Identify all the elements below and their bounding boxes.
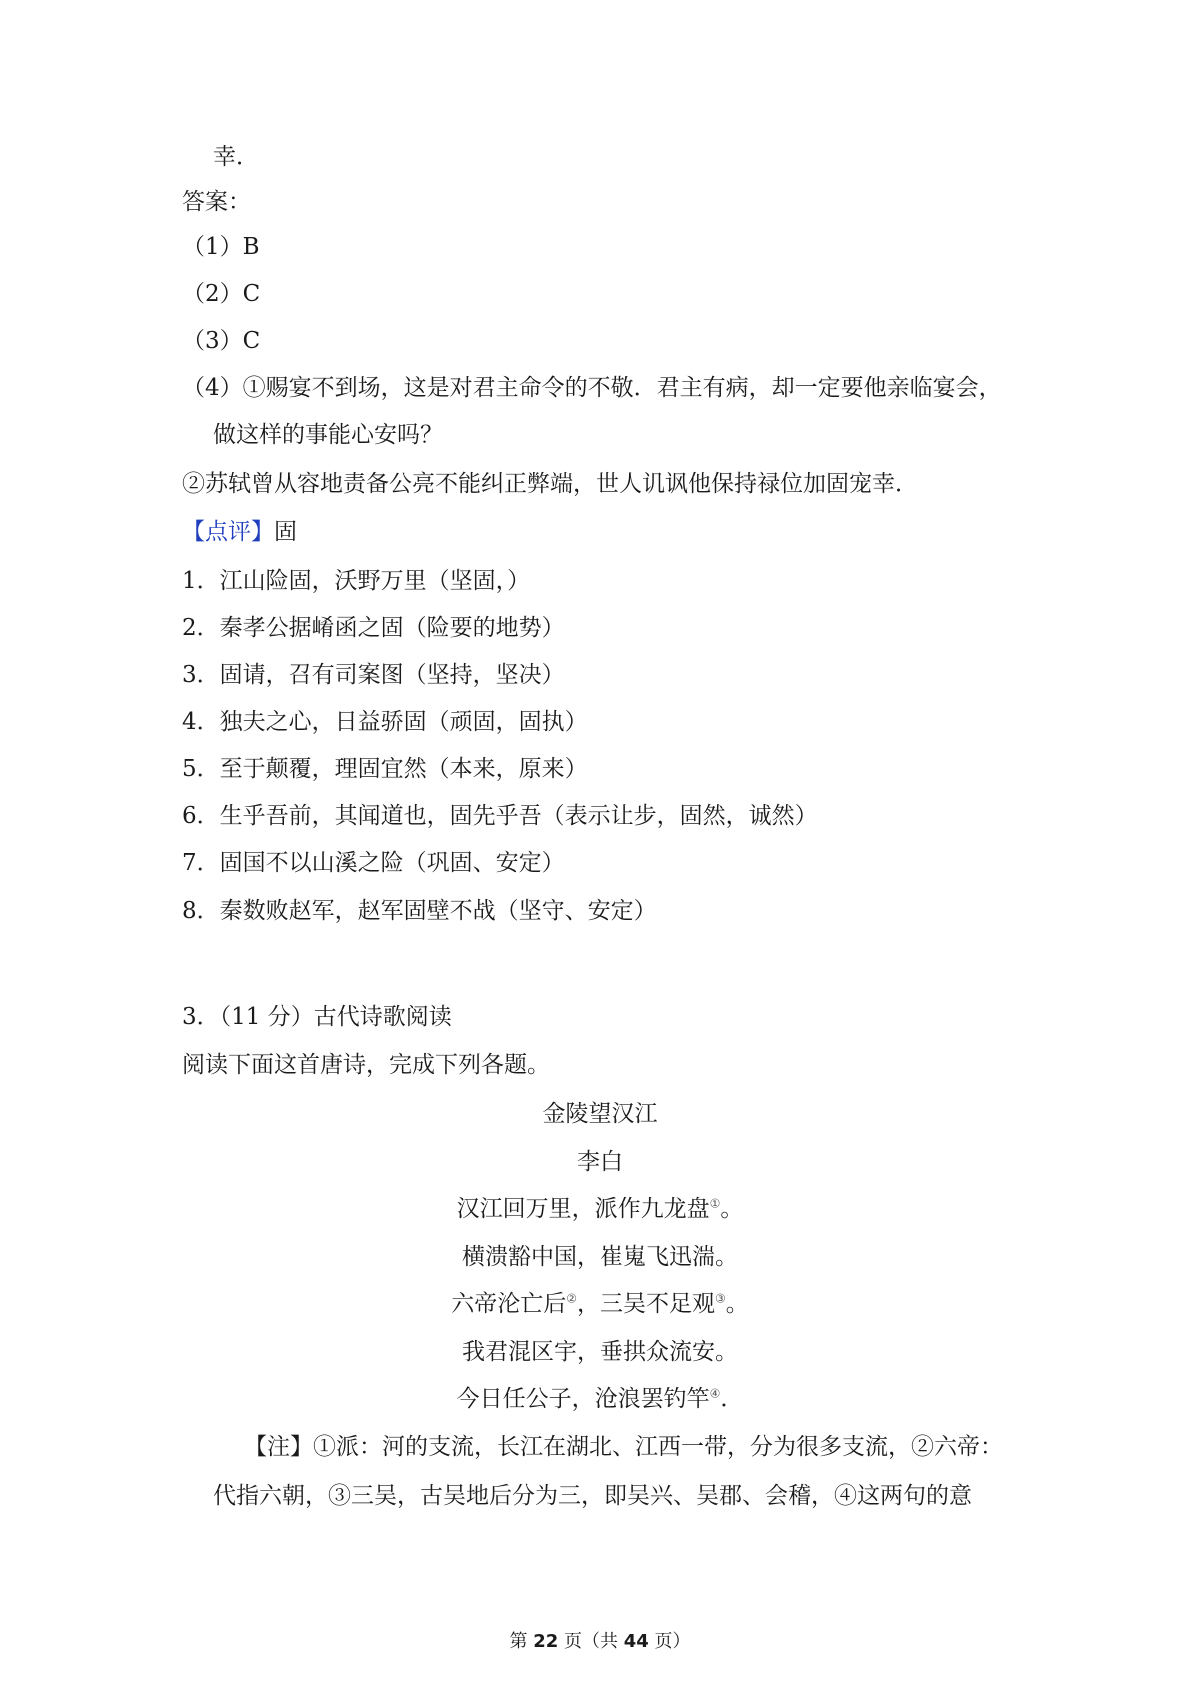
answer-item-1: （1）B: [182, 234, 260, 260]
question3-instruction: 阅读下面这首唐诗，完成下列各题。: [182, 1052, 550, 1078]
poem-line-1: 汉江回万里，派作九龙盘①。: [456, 1196, 744, 1222]
poem-note-line-2: 代指六朝，③三吴，古吴地后分为三，即吴兴、吴郡、会稽，④这两句的意: [213, 1483, 972, 1509]
total-page-count: 44: [623, 1631, 649, 1652]
answer-item-4-cont: 做这样的事能心安吗？: [213, 422, 443, 448]
comment-item-2: 2．秦孝公据崤函之固（险要的地势）: [182, 615, 565, 641]
prev-continuation: 幸．: [213, 144, 259, 170]
answer-item-4: （4）①赐宴不到场，这是对君主命令的不敬．君主有病，却一定要他亲临宴会，: [182, 375, 1002, 401]
comment-item-7: 7．固国不以山溪之险（巩固、安定）: [182, 850, 565, 876]
footnote-mark: ④: [709, 1386, 721, 1401]
poem-line-3: 六帝沦亡后②，三吴不足观③。: [451, 1291, 749, 1317]
comment-heading: [182, 517, 297, 547]
comment-word: 固: [274, 519, 297, 545]
answer-item-3: （3）C: [182, 328, 261, 354]
comment-item-1: 1．江山险固，沃野万里（坚固，）: [182, 568, 531, 594]
answer-item-4-part2: ②苏轼曾从容地责备公亮不能纠正弊端，世人讥讽他保持禄位加固宠幸．: [182, 471, 918, 497]
poem-line-5: 今日任公子，沧浪罢钓竿④．: [456, 1386, 744, 1412]
comment-item-3: 3．固请，召有司案图（坚持，坚决）: [182, 662, 565, 688]
answer-item-2: （2）C: [182, 281, 261, 307]
poem-line-4: 我君混区宇，垂拱众流安。: [462, 1339, 738, 1365]
poem-title: 金陵望汉江: [542, 1101, 658, 1127]
comment-item-4: 4．独夫之心，日益骄固（顽固，固执）: [182, 709, 588, 735]
current-page-number: 22: [533, 1631, 559, 1652]
comment-tag: 【点评】: [182, 519, 274, 545]
comment-item-8: 8．秦数败赵军，赵军固壁不战（坚守、安定）: [182, 898, 657, 924]
question3-title: 3．（11 分）古代诗歌阅读: [182, 1004, 452, 1030]
footnote-mark: ②: [566, 1291, 577, 1306]
poem-note-line-1: 【注】①派：河的支流，长江在湖北、江西一带，分为很多支流，②六帝：: [244, 1434, 1003, 1460]
poem-author: 李白: [577, 1149, 623, 1175]
poem-line-2: 横溃豁中国，崔嵬飞迅湍。: [462, 1244, 738, 1270]
comment-item-5: 5．至于颠覆，理固宜然（本来，原来）: [182, 756, 588, 782]
answer-heading: 答案：: [182, 189, 251, 215]
footnote-mark: ③: [715, 1291, 726, 1306]
comment-item-6: 6．生乎吾前，其闻道也，固先乎吾（表示让步，固然，诚然）: [182, 803, 818, 829]
page-footer: 第 22 页（共 44 页）: [509, 1631, 691, 1652]
footnote-mark: ①: [709, 1196, 721, 1211]
